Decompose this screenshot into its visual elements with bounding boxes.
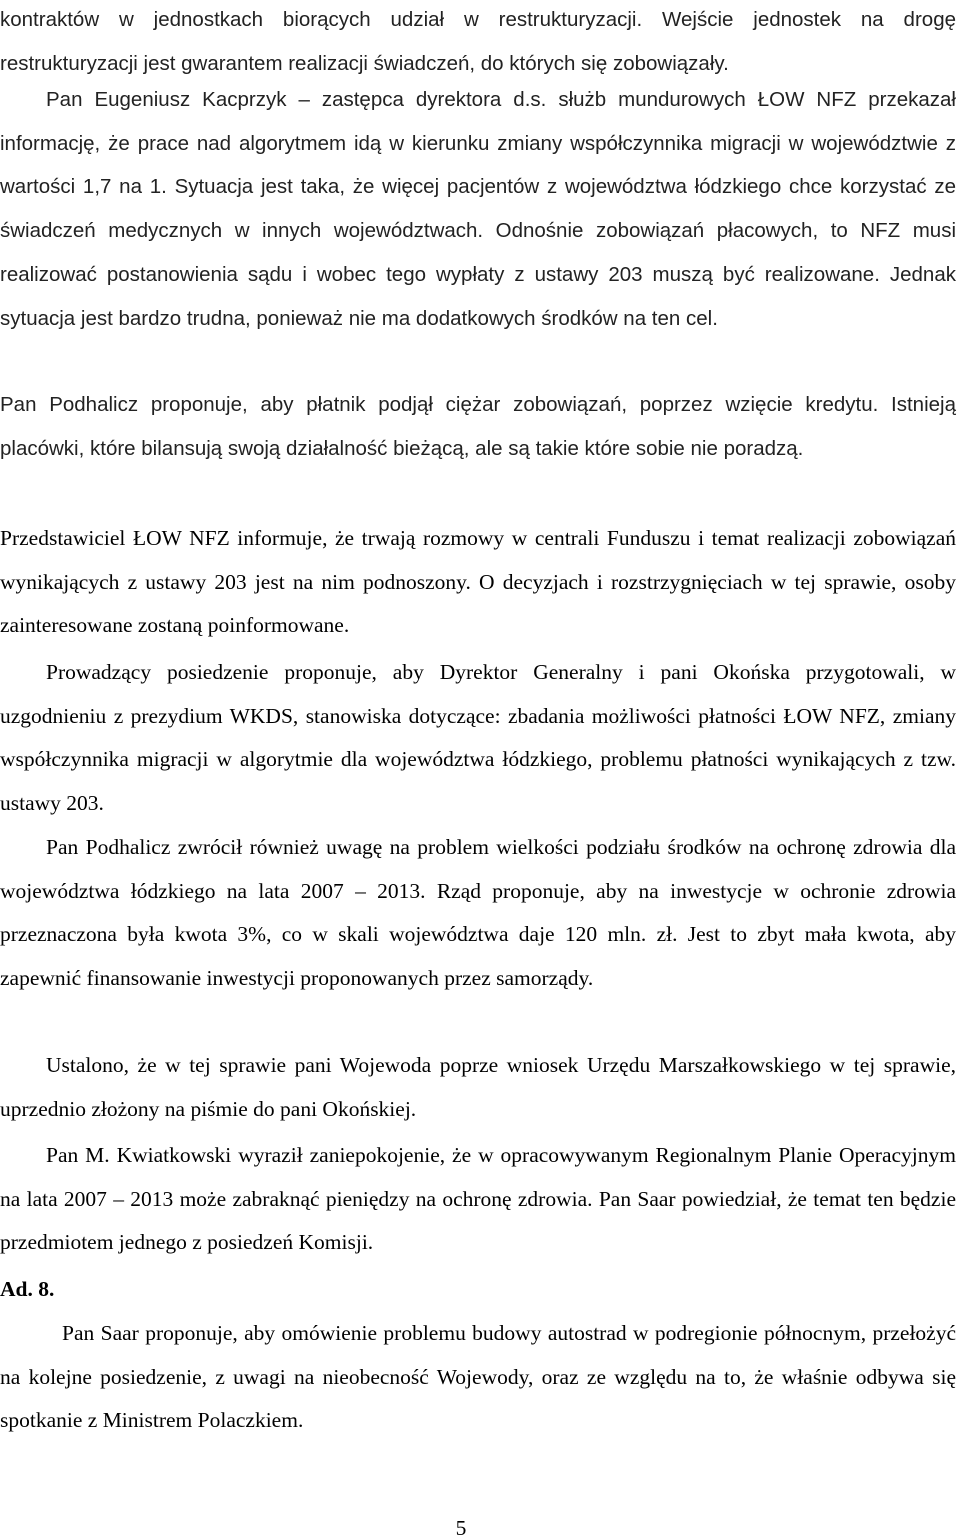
- paragraph-motorways: Pan Saar proponuje, aby omówienie problemu budowy autostrad w podregionie północnym, przełożyć na kolejne posiedzenie, z uwagi na nieobecność Wojewody, oraz ze względu na to, że właśnie odbywa się spotkanie z Ministrem Polaczkiem.: [0, 1321, 956, 1433]
- paragraph-chair-proposal: Prowadzący posiedzenie proponuje, aby Dyrektor Generalny i pani Okońska przygotowali, w uzgodnieniu z prezydium WKDS, stanowiska dotyczące: zbadania możliwości płatności ŁOW NFZ, zmiany współczynnika migracji w algorytmie dla województwa łódzkiego, problemu płatności wynikających z tzw. ustawy 203.: [0, 660, 956, 816]
- paragraph-kwiatkowski: Pan M. Kwiatkowski wyraził zaniepokojenie, że w opracowywanym Regionalnym Planie Operacyjnym na lata 2007 – 2013 może zabraknąć pieniędzy na ochronę zdrowia. Pan Saar powiedział, że temat ten będzie przedmiotem jednego z posiedzeń Komisji.: [0, 1143, 956, 1255]
- paragraph-kacprzyk: Pan Eugeniusz Kacprzyk – zastępca dyrektora d.s. służb mundurowych ŁOW NFZ przekazał informację, że prace nad algorytmem idą w kierunku zmiany współczynnika migracji w województwie z wartości 1,7 na 1. Sytuacja jest taka, że więcej pacjentów z województwa łódzkiego chce korzystać ze świadczeń medycznych w innych województwach. Odnośnie zobowiązań płacowych, to NFZ musi realizować postanowienia sądu i wobec tego wypłaty z ustawy 203 muszą być realizowane. Jednak sytuacja jest bardzo trudna, ponieważ nie ma dodatkowych środków na ten cel.: [0, 88, 956, 330]
- paragraph-restructuring: kontraktów w jednostkach biorących udział w restrukturyzacji. Wejście jednostek na drogę restrukturyzacji jest gwarantem realizacji świadczeń, do których się zobowiązały.: [0, 8, 956, 75]
- paragraph-low-nfz-representative: Przedstawiciel ŁOW NFZ informuje, że trwają rozmowy w centrali Funduszu i temat realizacji zobowiązań wynikających z ustawy 203 jest na nim podnoszony. O decyzjach i rozstrzygnięciach w tej sprawie, osoby zainteresowane zostaną poinformowane.: [0, 526, 956, 638]
- paragraph-funding-division: Pan Podhalicz zwrócił również uwagę na problem wielkości podziału środków na ochronę zdrowia dla województwa łódzkiego na lata 2007 – 2013. Rząd proponuje, aby na inwestycje w ochronie zdrowia przeznaczona była kwota 3%, co w skali województwa daje 120 mln. zł. Jest to zbyt mała kwota, aby zapewnić finansowanie inwestycji proponowanych przez samorządy.: [0, 835, 956, 991]
- section-heading-ad8: Ad. 8.: [0, 1277, 55, 1301]
- paragraph-voivode-support: Ustalono, że w tej sprawie pani Wojewoda poprze wniosek Urzędu Marszałkowskiego w tej sprawie, uprzednio złożony na piśmie do pani Okońskiej.: [0, 1053, 956, 1121]
- page-number: 5: [455, 1516, 467, 1540]
- paragraph-podhalicz-credit: Pan Podhalicz proponuje, aby płatnik podjął ciężar zobowiązań, poprzez wzięcie kredytu. Istnieją placówki, które bilansują swoją działalność bieżącą, ale są takie które sobie nie poradzą.: [0, 393, 956, 460]
